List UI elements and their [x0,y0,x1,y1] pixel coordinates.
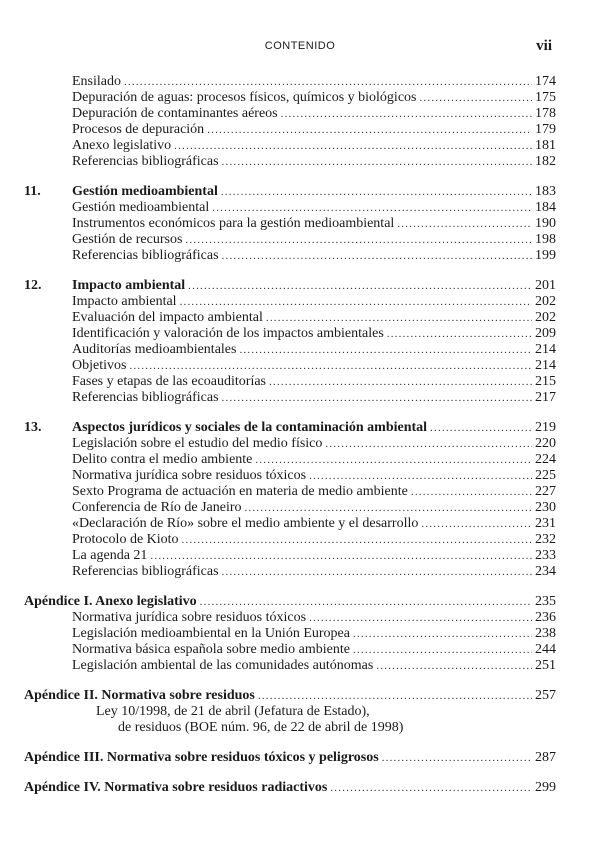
toc-entry [72,200,556,216]
entry-title: Referencias bibliográficas [72,248,219,263]
entry-page-number: 174 [535,74,556,89]
dot-leader [255,452,532,468]
toc-entry [72,90,556,106]
entry-title: Instrumentos económicos para la gestión medioambiental [72,216,395,231]
entry-title: Referencias bibliográficas [72,564,219,579]
entry-page-number: 175 [535,90,556,105]
dot-leader [188,278,532,294]
dot-leader [150,548,532,564]
entry-title: Referencias bibliográficas [72,154,219,169]
dot-leader [222,248,532,264]
entry-title: Apéndice II. Normativa sobre residuos [24,688,255,703]
dot-leader [419,90,532,106]
page-header [0,40,600,56]
entry-page-number: 182 [535,154,556,169]
entry-title: Apéndice III. Normativa sobre residuos tóxicos y peligrosos [24,750,379,765]
toc-entry [72,484,556,500]
entry-title: Referencias bibliográficas [72,390,219,405]
entry-title: Gestión medioambiental [72,200,210,215]
entry-page-number: 299 [535,780,556,795]
toc-entry [72,232,556,248]
entry-title: Identificación y valoración de los impactos ambientales [72,326,384,341]
entry-page-number: 244 [535,642,556,657]
entry-title: Ley 10/1998, de 21 de abril (Jefatura de Estado), [96,704,370,719]
entry-title: Aspectos jurídicos y sociales de la contaminación ambiental [72,420,428,435]
toc-entry [72,516,556,532]
entry-page-number: 233 [535,548,556,563]
entry-title: Impacto ambiental [72,278,186,293]
toc-entry [72,326,556,342]
entry-title: Gestión de recursos [72,232,183,247]
toc-entry [72,374,556,390]
entry-page-number: 201 [535,278,556,293]
entry-page-number: 183 [535,184,556,199]
toc-entry [72,532,556,548]
entry-title: Fases y etapas de las ecoauditorías [72,374,266,389]
chapter-number: 12. [24,278,42,293]
entry-title: «Declaración de Río» sobre el medio ambiente y el desarrollo [72,516,419,531]
dot-leader [212,200,532,216]
dot-leader [421,516,532,532]
dot-leader [309,610,532,626]
entry-title: Sexto Programa de actuación en materia de medio ambiente [72,484,408,499]
dot-leader [309,468,532,484]
dot-leader [174,138,532,154]
entry-title: Protocolo de Kioto [72,532,179,547]
entry-page-number: 224 [535,452,556,467]
dot-leader [245,500,533,516]
toc-entry [72,138,556,154]
entry-page-number: 181 [535,138,556,153]
toc-entry [72,468,556,484]
dot-leader [124,74,532,90]
entry-page-number: 230 [535,500,556,515]
dot-leader [222,154,532,170]
entry-title: Delito contra el medio ambiente [72,452,253,467]
entry-page-number: 238 [535,626,556,641]
dot-leader [353,626,532,642]
chapter-number: 13. [24,420,42,435]
entry-page-number: 236 [535,610,556,625]
toc-entry [72,500,556,516]
toc-entry [72,436,556,452]
entry-title: Ensilado [72,74,121,89]
entry-title: de residuos (BOE núm. 96, de 22 de abril de 1998) [118,720,404,735]
entry-page-number: 179 [535,122,556,137]
entry-page-number: 220 [535,436,556,451]
entry-title: La agenda 21 [72,548,148,563]
running-head: CONTENIDO [264,40,336,52]
entry-page-number: 214 [535,342,556,357]
dot-leader [269,374,532,390]
entry-page-number: 209 [535,326,556,341]
toc-entry [72,154,556,170]
dot-leader [376,658,532,674]
toc-entry [72,642,556,658]
dot-leader [281,106,532,122]
dot-leader [207,122,532,138]
entry-page-number: 225 [535,468,556,483]
entry-title: Procesos de depuración [72,122,205,137]
entry-page-number: 202 [535,294,556,309]
toc-entry [72,548,556,564]
entry-page-number: 257 [535,688,556,703]
toc-entry [72,626,556,642]
toc-entry [72,216,556,232]
toc-entry [72,452,556,468]
toc-entry [24,688,556,704]
dot-leader [382,750,532,766]
toc-entry [72,248,556,264]
toc-entry [72,610,556,626]
dot-leader [182,532,532,548]
entry-page-number: 199 [535,248,556,263]
dot-leader [353,642,532,658]
entry-title: Depuración de aguas: procesos físicos, químicos y biológicos [72,90,417,105]
toc-entry [72,358,556,374]
toc-entry [24,750,556,766]
chapter-number: 11. [24,184,41,199]
entry-page-number: 231 [535,516,556,531]
toc-entry [24,278,556,294]
toc-entry [72,294,556,310]
entry-title: Apéndice IV. Normativa sobre residuos radiactivos [24,780,328,795]
entry-title: Depuración de contaminantes aéreos [72,106,278,121]
dot-leader [430,420,532,436]
entry-page-number: 190 [535,216,556,231]
entry-title: Conferencia de Río de Janeiro [72,500,242,515]
entry-title: Impacto ambiental [72,294,177,309]
toc-entry [72,310,556,326]
toc-entry [72,342,556,358]
toc-entry [72,564,556,580]
dot-leader [325,436,532,452]
entry-page-number: 198 [535,232,556,247]
dot-leader [411,484,532,500]
dot-leader [397,216,532,232]
entry-title: Gestión medioambiental [72,184,218,199]
dot-leader [129,358,532,374]
toc-entry [72,390,556,406]
entry-page-number: 178 [535,106,556,121]
entry-title: Legislación medioambiental en la Unión Europea [72,626,350,641]
toc-entry [118,720,556,736]
dot-leader [258,688,532,704]
entry-page-number: 232 [535,532,556,547]
page-number: vii [536,38,552,54]
dot-leader [221,184,532,200]
entry-page-number: 214 [535,358,556,373]
dot-leader [222,564,532,580]
toc-entry [24,594,556,610]
entry-title: Normativa básica española sobre medio ambiente [72,642,350,657]
entry-title: Apéndice I. Anexo legislativo [24,594,197,609]
dot-leader [200,594,532,610]
entry-title: Evaluación del impacto ambiental [72,310,263,325]
entry-title: Objetivos [72,358,127,373]
entry-page-number: 184 [535,200,556,215]
entry-page-number: 219 [535,420,556,435]
entry-page-number: 227 [535,484,556,499]
toc-entry [24,420,556,436]
dot-leader [266,310,532,326]
dot-leader [387,326,532,342]
entry-page-number: 251 [535,658,556,673]
entry-page-number: 202 [535,310,556,325]
toc-entry [72,74,556,90]
dot-leader [239,342,532,358]
entry-page-number: 234 [535,564,556,579]
toc-entry [96,704,556,720]
entry-title: Normativa jurídica sobre residuos tóxicos [72,468,307,483]
toc-entry [24,184,556,200]
entry-title: Legislación sobre el estudio del medio físico [72,436,323,451]
entry-page-number: 287 [535,750,556,765]
entry-title: Normativa jurídica sobre residuos tóxicos [72,610,307,625]
entry-title: Auditorías medioambientales [72,342,237,357]
entry-page-number: 217 [535,390,556,405]
dot-leader [185,232,532,248]
entry-title: Anexo legislativo [72,138,172,153]
toc-entry [72,658,556,674]
dot-leader [330,780,532,796]
dot-leader [180,294,532,310]
entry-page-number: 235 [535,594,556,609]
entry-page-number: 215 [535,374,556,389]
toc-entry [72,122,556,138]
toc-entry [72,106,556,122]
dot-leader [222,390,532,406]
entry-title: Legislación ambiental de las comunidades autónomas [72,658,374,673]
toc-entry [24,780,556,796]
